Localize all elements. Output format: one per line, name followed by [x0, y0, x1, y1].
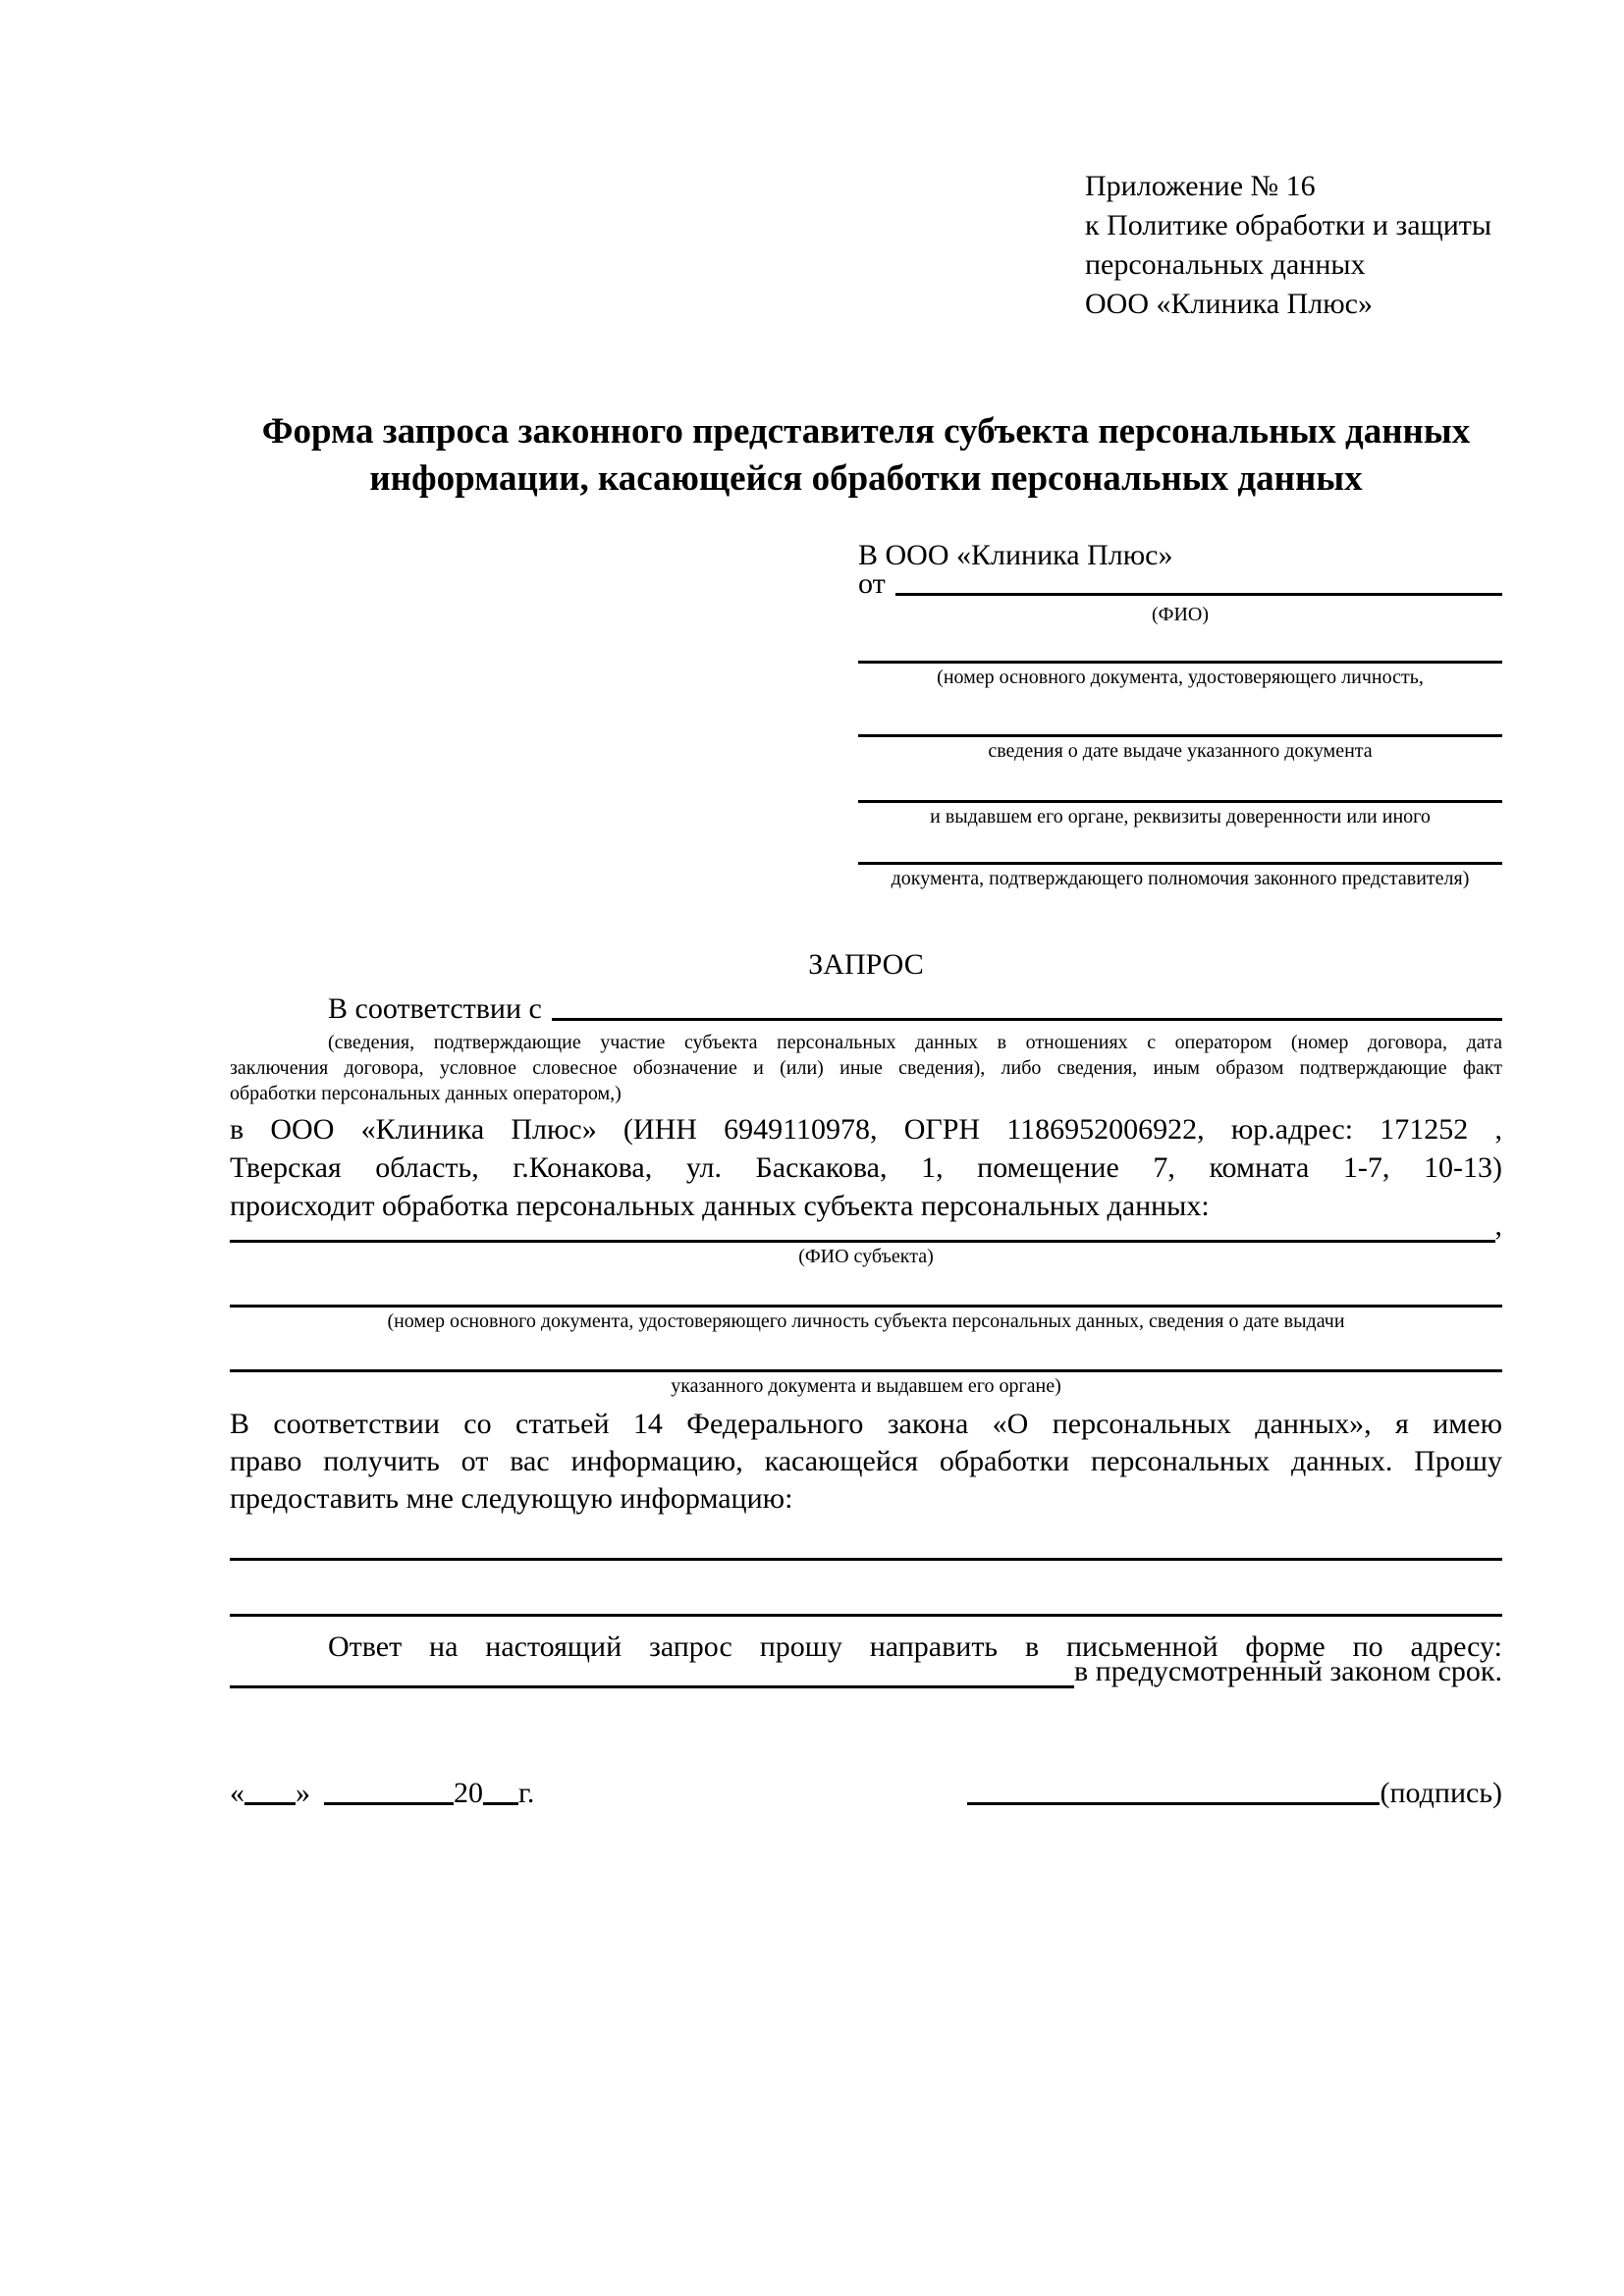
doc-number-caption: (номер основного документа, удостоверяющего личность, — [937, 667, 1424, 688]
answer-address-blank-field[interactable] — [230, 1685, 1074, 1688]
date-group — [230, 1777, 534, 1810]
issuing-authority-caption: и выдавшем его органе, реквизиты доверенности или иного — [930, 806, 1431, 828]
subject-doc-authority-blank-field[interactable] — [230, 1333, 1502, 1372]
accordance-blank-field[interactable] — [552, 1018, 1502, 1021]
accordance-caption-line: (сведения, подтверждающие участие субъекта персональных данных в отношениях с оператором (номер договора, дата — [328, 1032, 1502, 1053]
from-label: от — [858, 567, 886, 600]
date-month-blank-field[interactable] — [324, 1802, 454, 1805]
law-paragraph-line: В соответствии со статьей 14 Федерального закона «О персональных данных», я имею — [230, 1408, 1502, 1440]
law-paragraph-line: предоставить мне следующую информацию: — [230, 1482, 793, 1515]
appendix-line: Приложение № 16 — [1085, 170, 1316, 202]
accordance-caption-line: заключения договора, условное словесное обозначение и (или) иные сведения), либо сведения, иным образом подтверждающие факт — [230, 1057, 1502, 1079]
accordance-label: В соответствии с — [328, 992, 542, 1025]
subject-doc-caption: (номер основного документа, удостоверяющего личность субъекта персональных данных, сведения о дате выдачи — [387, 1310, 1345, 1332]
date-day-blank-field[interactable] — [244, 1802, 296, 1805]
subject-fio-blank-field[interactable] — [230, 1240, 1495, 1243]
law-paragraph — [230, 1406, 1502, 1518]
doc-number-blank-field[interactable] — [858, 626, 1502, 664]
recipient-organization: В ООО «Клиника Плюс» — [858, 539, 1173, 571]
issue-date-caption: сведения о дате выдаче указанного документа — [988, 740, 1373, 762]
request-heading: ЗАПРОС — [808, 948, 924, 981]
authority-document-caption: документа, подтверждающего полномочия законного представителя) — [891, 868, 1470, 889]
signature-blank-field[interactable] — [967, 1802, 1380, 1805]
operator-paragraph-line: в ООО «Клиника Плюс» (ИНН 6949110978, ОГРН 1186952006922, юр.адрес: 171252 , — [230, 1113, 1502, 1146]
accordance-caption-line: обработки персональных данных оператором,) — [230, 1083, 622, 1104]
answer-suffix: в предусмотренный законом срок. — [1074, 1655, 1502, 1687]
issue-date-blank-field[interactable] — [858, 689, 1502, 737]
date-year-blank-field[interactable] — [483, 1802, 518, 1805]
appendix-line: персональных данных — [1085, 248, 1366, 281]
requested-info-blank-field-2[interactable] — [230, 1561, 1502, 1617]
subject-doc-authority-caption: указанного документа и выдавшем его органе) — [671, 1375, 1061, 1397]
requested-info-blank-field-1[interactable] — [230, 1518, 1502, 1561]
page-title — [230, 408, 1502, 503]
operator-paragraph — [230, 1110, 1502, 1225]
subject-doc-blank-field[interactable] — [230, 1268, 1502, 1308]
page-title-line: Форма запроса законного представителя субъекта персональных данных — [261, 411, 1471, 452]
accordance-caption — [230, 1030, 1502, 1106]
issuing-authority-blank-field[interactable] — [858, 763, 1502, 803]
from-row — [858, 567, 1502, 601]
subject-fio-caption: (ФИО субъекта) — [798, 1246, 934, 1267]
answer-address-row — [230, 1655, 1502, 1688]
date-close-quote: » — [296, 1777, 310, 1809]
answer-paragraph-line: Ответ на настоящий запрос прошу направить в письменной форме по адресу: — [328, 1630, 1502, 1663]
appendix-note — [1085, 167, 1502, 324]
operator-paragraph-line: происходит обработка персональных данных субъекта персональных данных: — [230, 1190, 1210, 1222]
operator-paragraph-line: Тверская область, г.Конакова, ул. Баскакова, 1, помещение 7, комната 1-7, 10-13) — [230, 1151, 1502, 1184]
signature-row — [230, 1777, 1502, 1810]
subject-fio-row — [230, 1209, 1502, 1243]
signature-caption: (подпись) — [1380, 1777, 1502, 1809]
trailing-comma: , — [1494, 1209, 1502, 1242]
year-suffix: г. — [518, 1777, 535, 1809]
signature-group — [967, 1777, 1502, 1810]
from-name-blank-field[interactable] — [895, 593, 1502, 596]
page-title-line: информации, касающейся обработки персональных данных — [369, 458, 1363, 499]
law-paragraph-line: право получить от вас информацию, касающейся обработки персональных данных. Прошу — [230, 1445, 1502, 1477]
authority-document-blank-field[interactable] — [858, 828, 1502, 865]
recipient-block — [858, 536, 1502, 890]
fio-caption: (ФИО) — [1151, 604, 1209, 625]
accordance-row — [230, 994, 1502, 1026]
appendix-line: к Политике обработки и защиты — [1085, 209, 1492, 241]
date-open-quote: « — [230, 1777, 244, 1809]
document-content — [230, 0, 1502, 1810]
appendix-line: ООО «Клиника Плюс» — [1085, 288, 1373, 320]
year-prefix: 20 — [454, 1777, 483, 1809]
